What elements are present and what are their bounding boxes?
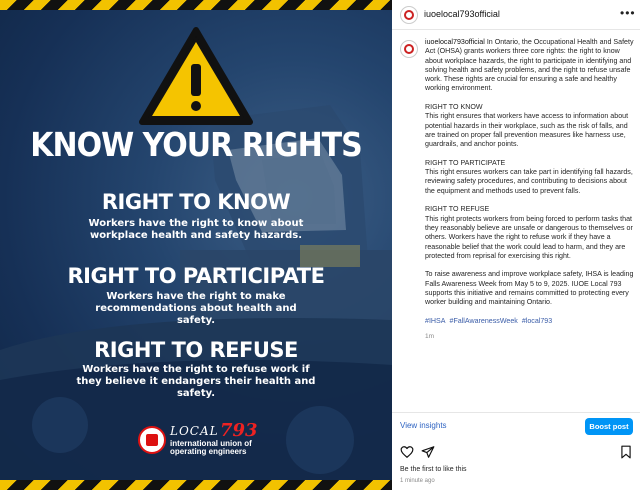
avatar[interactable] [400,6,418,24]
logo-local-text: LOCAL [170,424,219,438]
hashtags [425,317,635,326]
caption-text [425,38,635,341]
view-insights-link[interactable]: View insights [400,421,447,430]
heart-icon[interactable] [400,445,414,459]
caption-intro: In Ontario, the Occupational Health and Safety Act (OHSA) grants workers three core rights: the right to know about workplace hazards, the right to participate in identifying and solving health and safety problems, and the right to refuse unsafe work. These rights are crucial for ensuring a safe and healthy working environment. [425,38,634,93]
logo-line-2: operating engineers [170,447,247,456]
boost-post-button[interactable]: Boost post [585,418,633,435]
right-to-participate-title: RIGHT TO PARTICIPATE [67,264,325,288]
more-options-icon[interactable]: ••• [620,6,636,20]
caption-section-text: This right protects workers from being forced to perform tasks that they reasonably believe are unsafe or dangerous to themselves or others. Workers have the right to refuse work if they have a reasonable belief that the work could lead to harm, and they are protected from reprisal for exercising this right. [425,214,633,260]
hazard-stripe-bottom [0,480,392,490]
send-icon[interactable] [421,445,435,459]
warning-sign-icon [138,26,254,126]
hazard-stripe-top [0,0,392,10]
right-to-refuse-title: RIGHT TO REFUSE [94,338,298,362]
caption-time: 1m [425,332,435,340]
caption-avatar[interactable] [400,40,418,58]
bookmark-icon[interactable] [620,445,632,459]
post-side-panel [392,0,640,490]
image-heading: KNOW YOUR RIGHTS [30,126,362,165]
caption-section-title: RIGHT TO KNOW [425,103,483,112]
right-to-know-title: RIGHT TO KNOW [101,190,291,214]
hashtag-link[interactable]: #local793 [521,316,553,325]
insights-bar [392,412,640,438]
caption-section-text: This right ensures that workers have access to information about potential hazards in their workplace, such as the risk of falls, and are trained on proper fall prevention measures like harness use, guardrails, and anchor points. [425,112,629,149]
right-to-refuse-text: Workers have the right to refuse work if they believe it endangers their health and safety. [76,364,316,399]
right-to-know-text: Workers have the right to know about workplace health and safety hazards. [88,218,304,241]
caption-section-title: RIGHT TO REFUSE [425,205,490,214]
caption-section-text: This right ensures workers can take part in identifying fall hazards, reviewing safety procedures, and contributing to decisions about the equipment and methods used to prevent falls. [425,168,633,195]
caption-username[interactable]: iuoelocal793official [425,38,485,46]
right-to-participate-text: Workers have the right to make recommendations about health and safety. [95,291,297,326]
logo-number: 793 [220,420,258,441]
caption-section-title: RIGHT TO PARTICIPATE [425,158,506,167]
caption-closing: To raise awareness and improve workplace safety, IHSA is leading Falls Awareness Week from May 5 to 9, 2025. IUOE Local 793 supports this initiative and remains committed to protecting every worker building and maintaining Ontario. [425,270,634,307]
likes-text: Be the first to like this [400,466,467,473]
hashtag-link[interactable]: #IHSA [425,316,446,325]
post-header [392,0,640,30]
iuoe-local-793-logo [138,420,258,456]
header-username[interactable]: iuoelocal793official [424,9,500,19]
hashtag-link[interactable]: #FallAwarenessWeek [449,316,518,325]
post-actions [392,442,640,462]
union-seal-icon [138,426,166,454]
logo-line-1: international union of [170,439,252,448]
post-timestamp: 1 minute ago [400,478,435,484]
